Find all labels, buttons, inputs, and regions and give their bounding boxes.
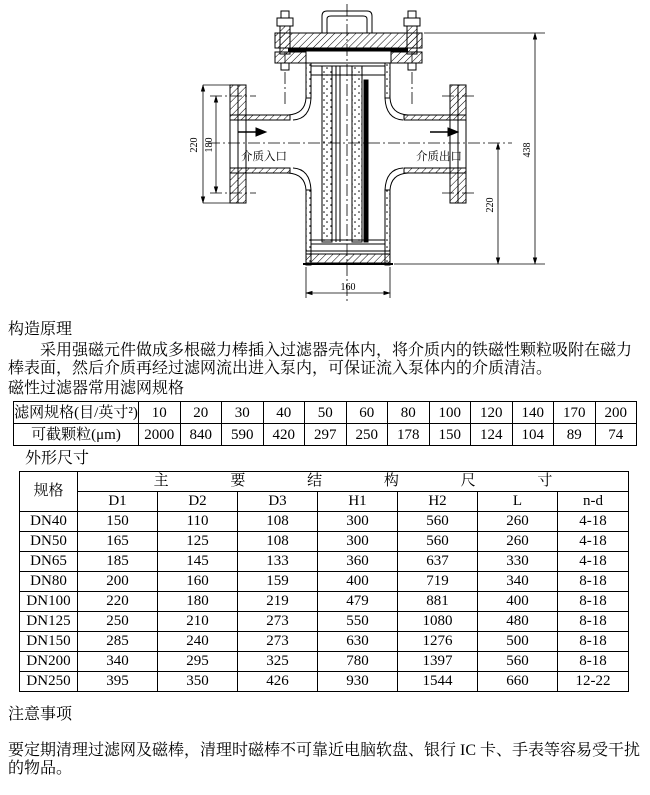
mesh-spec-value: 100	[429, 402, 471, 424]
mesh-particle-value: 104	[512, 424, 554, 446]
dims-model-cell: DN250	[20, 672, 78, 692]
dims-value-cell: 133	[238, 552, 318, 572]
dims-value-cell: 330	[478, 552, 558, 572]
dims-value-cell: 159	[238, 572, 318, 592]
dims-group-header: 主 要 结 构 尺 寸	[78, 472, 629, 492]
dims-column-header: D3	[238, 492, 318, 512]
dims-value-cell: 210	[158, 612, 238, 632]
dims-value-cell: 400	[318, 572, 398, 592]
dims-column-header: D1	[78, 492, 158, 512]
dims-value-cell: 719	[398, 572, 478, 592]
dims-value-cell: 165	[78, 532, 158, 552]
dims-value-cell: 340	[78, 652, 158, 672]
dims-value-cell: 185	[78, 552, 158, 572]
mesh-spec-value: 170	[554, 402, 596, 424]
mesh-spec-value: 80	[388, 402, 430, 424]
mesh-spec-value: 60	[346, 402, 388, 424]
dims-value-cell: 160	[158, 572, 238, 592]
dims-value-cell: 110	[158, 512, 238, 532]
dims-value-cell: 108	[238, 532, 318, 552]
dims-model-cell: DN80	[20, 572, 78, 592]
mesh-particle-value: 590	[222, 424, 264, 446]
dims-value-cell: 930	[318, 672, 398, 692]
dims-value-cell: 295	[158, 652, 238, 672]
dims-table-row	[20, 632, 629, 652]
dims-column-header: n-d	[558, 492, 629, 512]
dims-value-cell: 325	[238, 652, 318, 672]
dim-220-right: 220	[485, 197, 496, 213]
dims-value-cell: 340	[478, 572, 558, 592]
dim-438: 438	[522, 142, 533, 158]
cover-flange	[275, 33, 422, 63]
mesh-particle-label: 可截颗粒(μm)	[14, 424, 139, 446]
mesh-table-title: 磁性过滤器常用滤网规格	[8, 380, 185, 397]
dimensions-table	[19, 471, 629, 692]
mesh-particle-value: 74	[595, 424, 637, 446]
dims-value-cell: 426	[238, 672, 318, 692]
inlet-label: 介质入口	[241, 151, 287, 163]
dims-value-cell: 360	[318, 552, 398, 572]
principle-text: 采用强磁元件做成多根磁力棒插入过滤器壳体内，将介质内的铁磁性颗粒吸附在磁力棒表面，然后介质再经过滤网流出进入泵内，可保证流入泵体内的介质清洁。	[8, 342, 633, 377]
dims-value-cell: 1080	[398, 612, 478, 632]
mesh-particle-value: 150	[429, 424, 471, 446]
mesh-spec-value: 140	[512, 402, 554, 424]
dims-table-row	[20, 532, 629, 552]
dims-value-cell: 881	[398, 592, 478, 612]
dims-model-cell: DN40	[20, 512, 78, 532]
mesh-spec-value: 40	[263, 402, 305, 424]
dims-model-cell: DN150	[20, 632, 78, 652]
dims-value-cell: 8-18	[558, 632, 629, 652]
dims-value-cell: 285	[78, 632, 158, 652]
flow-arrows	[238, 128, 458, 136]
mesh-particle-value: 840	[180, 424, 222, 446]
dims-model-cell: DN65	[20, 552, 78, 572]
dims-model-cell: DN125	[20, 612, 78, 632]
dims-value-cell: 4-18	[558, 512, 629, 532]
dim-160: 160	[340, 282, 356, 293]
mesh-spec-value: 50	[305, 402, 347, 424]
dims-value-cell: 12-22	[558, 672, 629, 692]
dims-table-row	[20, 552, 629, 572]
dims-value-cell: 395	[78, 672, 158, 692]
dims-value-cell: 200	[78, 572, 158, 592]
inlet-pipe	[230, 85, 290, 203]
dims-table-row	[20, 512, 629, 532]
mesh-spec-value: 30	[222, 402, 264, 424]
dims-value-cell: 220	[78, 592, 158, 612]
dims-table-row	[20, 612, 629, 632]
mesh-spec-label: 滤网规格(目/英寸²)	[14, 402, 139, 424]
dims-value-cell: 780	[318, 652, 398, 672]
dims-model-cell: DN200	[20, 652, 78, 672]
dims-value-cell: 240	[158, 632, 238, 652]
dims-value-cell: 1397	[398, 652, 478, 672]
dims-subheader-row	[20, 492, 629, 512]
dim-220-left: 220	[189, 137, 200, 153]
dims-value-cell: 660	[478, 672, 558, 692]
dims-value-cell: 8-18	[558, 572, 629, 592]
principle-title: 构造原理	[8, 321, 73, 338]
dims-value-cell: 8-18	[558, 612, 629, 632]
dims-header-row	[20, 472, 629, 492]
dims-col1-header: 规格	[20, 472, 78, 512]
dims-value-cell: 4-18	[558, 532, 629, 552]
dims-value-cell: 4-18	[558, 552, 629, 572]
dims-value-cell: 637	[398, 552, 478, 572]
dims-value-cell: 479	[318, 592, 398, 612]
dims-value-cell: 273	[238, 612, 318, 632]
notes-title: 注意事项	[8, 706, 73, 723]
mesh-particle-value: 2000	[139, 424, 181, 446]
dims-column-header: D2	[158, 492, 238, 512]
dims-value-cell: 300	[318, 532, 398, 552]
dims-value-cell: 125	[158, 532, 238, 552]
mesh-spec-value: 200	[595, 402, 637, 424]
dims-value-cell: 560	[398, 532, 478, 552]
dims-value-cell: 250	[78, 612, 158, 632]
mesh-spec-table	[13, 401, 637, 446]
dims-value-cell: 630	[318, 632, 398, 652]
vessel-body	[306, 63, 390, 265]
dims-table-row	[20, 572, 629, 592]
dims-value-cell: 180	[158, 592, 238, 612]
dims-value-cell: 300	[318, 512, 398, 532]
mesh-particle-value: 297	[305, 424, 347, 446]
dims-value-cell: 1276	[398, 632, 478, 652]
mesh-particle-value: 124	[471, 424, 513, 446]
dims-model-cell: DN100	[20, 592, 78, 612]
dims-value-cell: 400	[478, 592, 558, 612]
dims-value-cell: 260	[478, 532, 558, 552]
dim-180: 180	[204, 137, 215, 153]
mesh-particle-value: 250	[346, 424, 388, 446]
mesh-particle-value: 420	[263, 424, 305, 446]
mesh-spec-row	[14, 402, 637, 424]
dims-value-cell: 350	[158, 672, 238, 692]
outlet-label: 介质出口	[416, 151, 462, 163]
dims-value-cell: 108	[238, 512, 318, 532]
dims-value-cell: 560	[398, 512, 478, 532]
mesh-spec-value: 120	[471, 402, 513, 424]
dims-value-cell: 150	[78, 512, 158, 532]
dims-table-row	[20, 672, 629, 692]
dims-value-cell: 145	[158, 552, 238, 572]
dims-table-title: 外形尺寸	[25, 450, 90, 467]
dims-value-cell: 8-18	[558, 592, 629, 612]
dims-value-cell: 550	[318, 612, 398, 632]
outlet-pipe	[404, 85, 466, 203]
mesh-particle-row	[14, 424, 637, 446]
dims-column-header: H2	[398, 492, 478, 512]
magnetic-rods	[306, 63, 390, 251]
dims-column-header: H1	[318, 492, 398, 512]
mesh-spec-value: 10	[139, 402, 181, 424]
mesh-spec-value: 20	[180, 402, 222, 424]
dims-value-cell: 260	[478, 512, 558, 532]
dims-column-header: L	[478, 492, 558, 512]
mesh-particle-value: 178	[388, 424, 430, 446]
mesh-particle-value: 89	[554, 424, 596, 446]
magnetic-filter-drawing	[0, 0, 650, 310]
dims-value-cell: 273	[238, 632, 318, 652]
notes-text: 要定期清理过滤网及磁棒，清理时磁棒不可靠近电脑软盘、银行 IC 卡、手表等容易受干扰的物品。	[8, 742, 641, 777]
dims-value-cell: 560	[478, 652, 558, 672]
dims-value-cell: 500	[478, 632, 558, 652]
dims-value-cell: 480	[478, 612, 558, 632]
dims-value-cell: 219	[238, 592, 318, 612]
dims-value-cell: 1544	[398, 672, 478, 692]
dims-value-cell: 8-18	[558, 652, 629, 672]
dims-model-cell: DN50	[20, 532, 78, 552]
dims-table-row	[20, 592, 629, 612]
dims-table-row	[20, 652, 629, 672]
